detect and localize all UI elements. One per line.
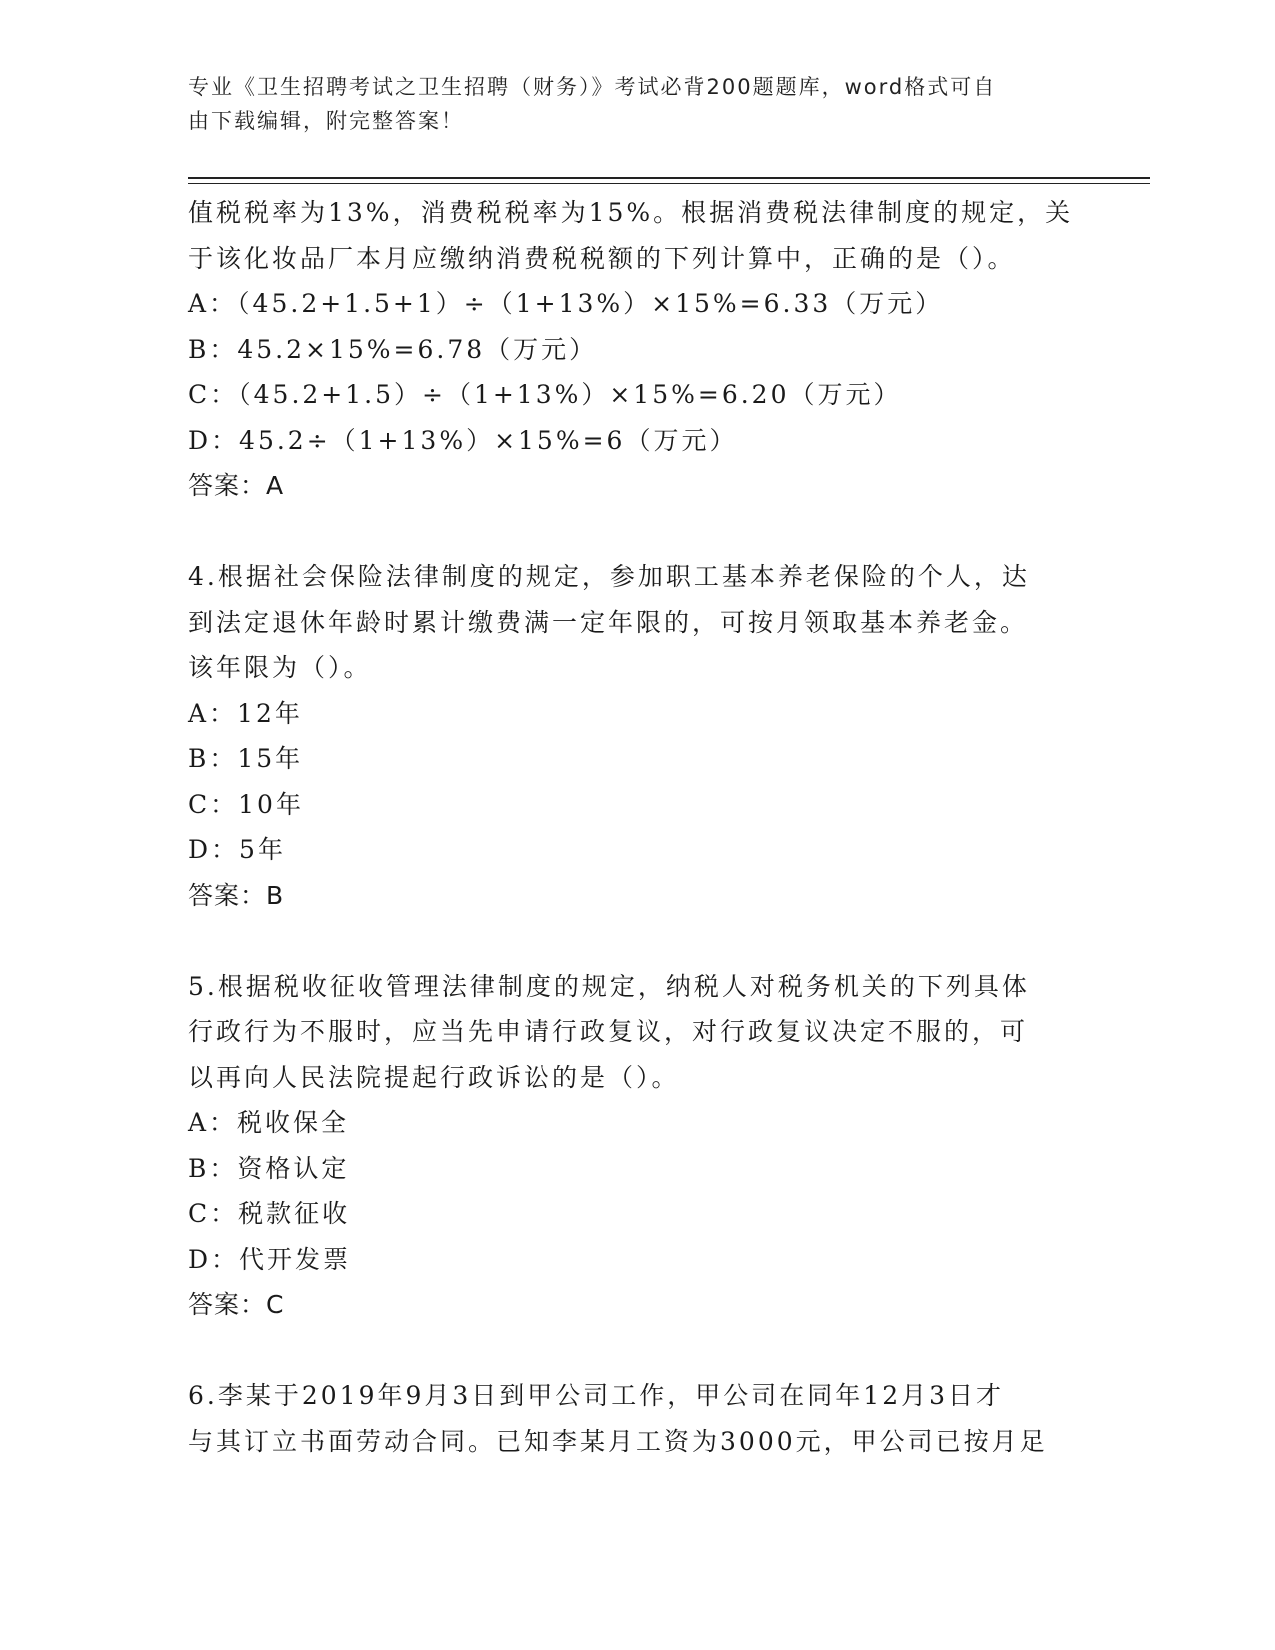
question-5-option-d: D：代开发票 [188, 1244, 352, 1274]
question-gap [188, 1328, 1088, 1374]
question-5-stem-line-2: 行政行为不服时，应当先申请行政复议，对行政复议决定不服的，可 [188, 1017, 1029, 1046]
header-rule-thin [188, 183, 1150, 184]
question-4 [188, 554, 1088, 918]
question-content [188, 190, 1088, 1464]
page-header [188, 70, 1068, 138]
question-3-option-c: C：（45.2+1.5）÷（1+13%）×15%=6.20（万元） [188, 380, 902, 409]
question-3-stem-line-2: 于该化妆品厂本月应缴纳消费税税额的下列计算中，正确的是（）。 [188, 243, 1016, 273]
question-4-option-d: D：5年 [188, 835, 286, 864]
question-5 [188, 964, 1088, 1328]
question-4-option-b: B：15年 [188, 744, 304, 773]
question-gap [188, 918, 1088, 964]
question-6 [188, 1373, 1088, 1464]
question-3-option-d: D：45.2÷（1+13%）×15%=6（万元） [188, 425, 738, 455]
question-6-stem-line-2: 与其订立书面劳动合同。已知李某月工资为3000元，甲公司已按月足 [188, 1426, 1048, 1456]
question-5-stem-line-1: 5.根据税收征收管理法律制度的规定，纳税人对税务机关的下列具体 [188, 971, 1030, 1001]
question-3-answer: 答案：A [188, 471, 285, 500]
question-gap [188, 509, 1088, 555]
question-4-stem-line-1: 4.根据社会保险法律制度的规定，参加职工基本养老保险的个人，达 [188, 562, 1030, 591]
question-4-option-c: C：10年 [188, 789, 304, 819]
question-4-answer: 答案：B [188, 880, 285, 910]
question-5-stem-line-3: 以再向人民法院提起行政诉讼的是（）。 [188, 1062, 680, 1092]
question-5-option-c: C：税款征收 [188, 1199, 351, 1228]
question-5-answer: 答案：C [188, 1290, 285, 1319]
question-5-option-a: A：税收保全 [188, 1108, 350, 1137]
question-6-stem-line-1: 6.李某于2019年9月3日到甲公司工作，甲公司在同年12月3日才 [188, 1381, 1005, 1410]
question-3-stem-line-1: 值税税率为13%，消费税税率为15%。根据消费税法律制度的规定，关 [188, 198, 1074, 227]
question-3-option-a: A：（45.2+1.5+1）÷（1+13%）×15%=6.33（万元） [188, 289, 944, 318]
header-line-1: 专业《卫生招聘考试之卫生招聘（财务）》考试必背200题题库，word格式可自 [188, 75, 997, 99]
header-rule-thick [188, 177, 1150, 179]
question-4-stem-line-2: 到法定退休年龄时累计缴费满一定年限的，可按月领取基本养老金。 [188, 607, 1029, 637]
question-3-option-b: B：45.2×15%=6.78（万元） [188, 334, 598, 364]
question-5-option-b: B：资格认定 [188, 1153, 350, 1183]
header-line-2: 由下载编辑，附完整答案！ [188, 109, 464, 133]
question-3 [188, 190, 1088, 509]
question-4-stem-line-3: 该年限为（）。 [188, 653, 372, 682]
question-4-option-a: A：12年 [188, 698, 303, 728]
